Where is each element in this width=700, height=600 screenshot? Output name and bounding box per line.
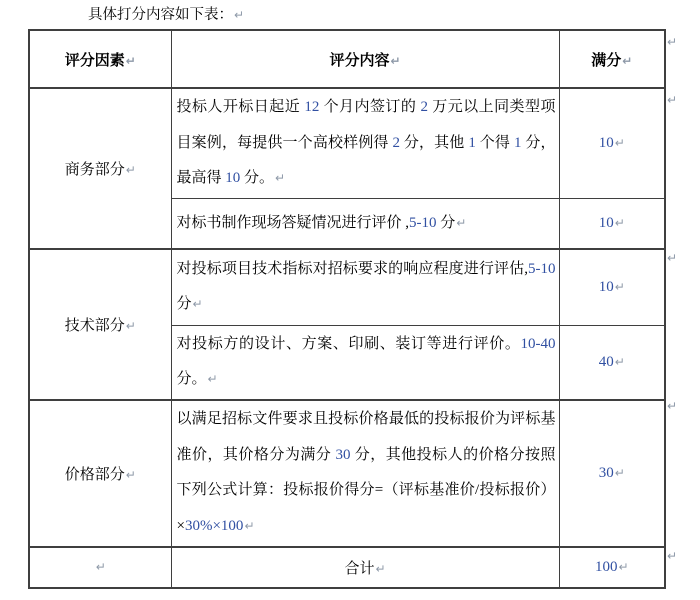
paragraph-mark: ↵ (375, 561, 386, 576)
business-factor-cell[interactable] (29, 88, 171, 249)
price-score-cell[interactable] (559, 400, 665, 547)
total-label-cell[interactable] (171, 547, 559, 588)
total-empty-cell[interactable] (29, 547, 171, 588)
paragraph-mark: ↵ (622, 53, 633, 68)
row-end-mark: ↵ (667, 35, 678, 49)
header-content-cell[interactable] (171, 30, 559, 88)
paragraph-mark: ↵ (275, 171, 286, 185)
business-case-content-cell[interactable] (171, 88, 559, 198)
business-qa-score-cell[interactable] (559, 198, 665, 249)
paragraph-mark: ↵ (192, 297, 203, 312)
paragraph-mark: ↵ (614, 465, 625, 480)
scoring-table (28, 29, 666, 589)
total-score-value: 100 (594, 558, 618, 575)
business-qa-score-value: 10 (598, 214, 614, 231)
paragraph-mark: ↵ (244, 518, 255, 533)
table-row (29, 249, 665, 325)
table-row (29, 400, 665, 547)
paragraph-mark: ↵ (125, 467, 136, 482)
paragraph-mark: ↵ (614, 215, 625, 230)
paragraph-mark: ↵ (614, 354, 625, 369)
paragraph-mark: ↵ (125, 163, 136, 177)
business-case-score-cell[interactable] (559, 88, 665, 198)
header-factor-cell[interactable] (29, 30, 171, 88)
tech-response-score-cell[interactable] (559, 249, 665, 325)
tech-response-content-cell[interactable] (171, 249, 559, 325)
paragraph-mark: ↵ (207, 372, 218, 386)
tech-design-content-text: 对投标方的设计、方案、印刷、装订等进行评价。10-40 分。 (176, 335, 556, 387)
header-score-cell[interactable] (559, 30, 665, 88)
paragraph-mark: ↵ (125, 318, 136, 333)
business-case-score-value: 10 (598, 134, 614, 151)
tech-response-score-value: 10 (598, 278, 614, 295)
business-case-content-text: 投标人开标日起近 12 个月内签订的 2 万元以上同类型项目案例，每提供一个高校样例得 2 分，其他 1 个得 1 分，最高得 10 分。 (176, 99, 556, 186)
table-header-row (29, 30, 665, 88)
total-row (29, 547, 665, 588)
total-label: 合计 (344, 560, 375, 577)
header-factor-label: 评分因素 (64, 52, 125, 69)
business-qa-content-text: 对标书制作现场答疑情况进行评价 ,5-10 分 (176, 214, 456, 231)
paragraph-mark: ↵ (234, 8, 245, 22)
paragraph-mark: ↵ (456, 215, 467, 230)
paragraph-mark: ↵ (390, 53, 401, 68)
paragraph-mark: ↵ (614, 279, 625, 294)
total-score-cell[interactable] (559, 547, 665, 588)
paragraph-mark: ↵ (614, 135, 625, 150)
price-factor-cell[interactable] (29, 400, 171, 547)
tech-response-content-text: 对投标项目技术指标对招标要求的响应程度进行评估,5-10 分 (176, 260, 556, 313)
tech-design-score-cell[interactable] (559, 325, 665, 400)
row-end-mark: ↵ (667, 251, 678, 265)
header-score-label: 满分 (591, 52, 622, 69)
price-factor-label: 价格部分 (64, 466, 125, 483)
paragraph-mark: ↵ (95, 559, 106, 574)
tech-factor-label: 技术部分 (64, 317, 125, 334)
price-score-value: 30 (598, 464, 614, 481)
row-end-mark: ↵ (667, 93, 678, 107)
price-content-cell[interactable] (171, 400, 559, 547)
paragraph-mark: ↵ (125, 53, 136, 68)
price-content-text: 以满足招标文件要求且投标价格最低的投标报价为评标基准价，其价格分为满分 30 分，其他投标人的价格分按照下列公式计算：投标报价得分=（评标基准价/投标报价）×30%×100 (176, 411, 556, 534)
business-factor-label: 商务部分 (64, 162, 125, 178)
tech-design-score-value: 40 (598, 353, 614, 370)
business-qa-content-cell[interactable] (171, 198, 559, 249)
paragraph-mark: ↵ (618, 559, 629, 574)
tech-design-content-cell[interactable] (171, 325, 559, 400)
table-row (29, 88, 665, 198)
row-end-mark: ↵ (667, 399, 678, 413)
page-title-text: 具体打分内容如下表： (88, 7, 233, 23)
page-title (88, 5, 244, 25)
header-content-label: 评分内容 (329, 52, 390, 69)
tech-factor-cell[interactable] (29, 249, 171, 400)
row-end-mark: ↵ (667, 549, 678, 563)
